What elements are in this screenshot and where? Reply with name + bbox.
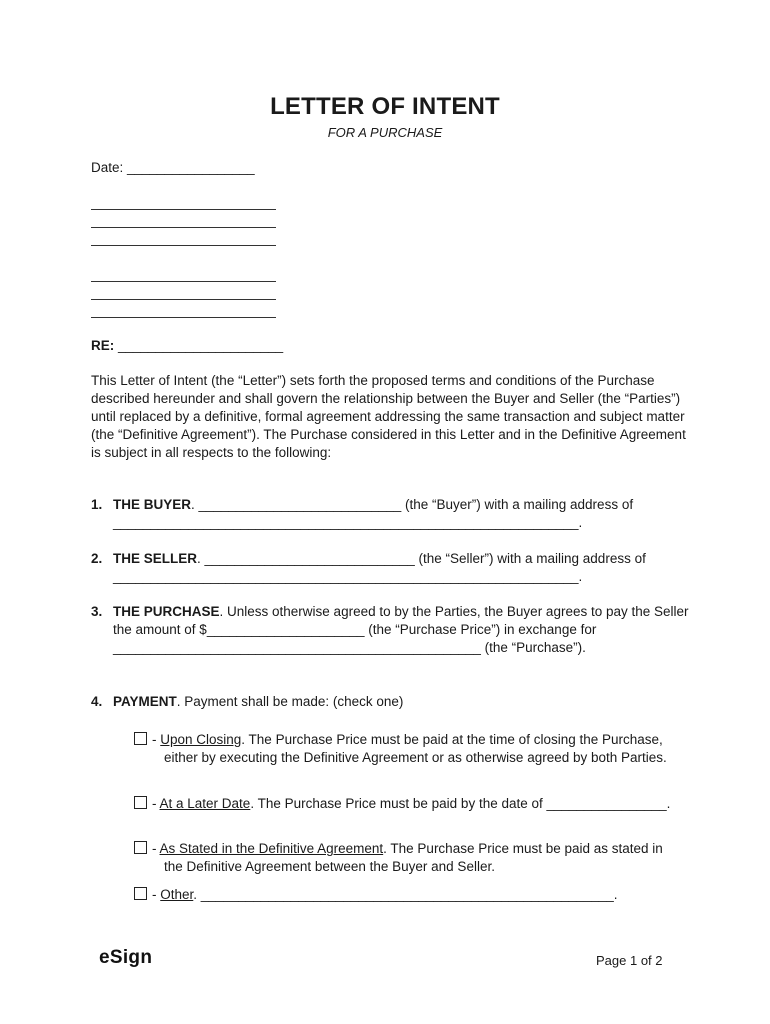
item-heading: THE SELLER: [113, 551, 198, 566]
option-dash: -: [152, 841, 160, 856]
page-number: Page 1 of 2: [596, 953, 663, 968]
date-field[interactable]: Date: _________________: [91, 160, 255, 175]
address-line[interactable]: [91, 209, 276, 210]
address-line[interactable]: [91, 281, 276, 282]
other-checkbox[interactable]: [134, 887, 147, 900]
address-line[interactable]: [91, 245, 276, 246]
address-line[interactable]: [91, 317, 276, 318]
address-line[interactable]: [91, 227, 276, 228]
later-date-checkbox[interactable]: [134, 796, 147, 809]
re-label: RE:: [91, 338, 115, 353]
upon-closing-checkbox[interactable]: [134, 732, 147, 745]
intro-paragraph: This Letter of Intent (the “Letter”) sets forth the proposed terms and conditions of the Purchase described hereunder and shall govern the relationship between the Buyer and Seller (the “Parties”) until replaced by a definitive, formal agreement addressing the same transaction and subject matter (the “Definitive Agreement”). The Purchase considered in this Letter and in the Definitive Agreement is subject in all respects to the following:: [91, 373, 686, 460]
document-title: LETTER OF INTENT: [270, 93, 500, 120]
item-buyer: [91, 496, 691, 532]
document-subtitle: FOR A PURCHASE: [327, 125, 443, 140]
payment-option-later-date: [134, 795, 674, 813]
re-field[interactable]: [91, 338, 283, 353]
item-seller: [91, 550, 691, 586]
item-heading: THE BUYER: [113, 497, 192, 512]
re-blank[interactable]: ______________________: [114, 338, 284, 353]
option-dash: -: [152, 796, 160, 811]
definitive-agreement-checkbox[interactable]: [134, 841, 147, 854]
option-label: Upon Closing: [160, 732, 242, 747]
esign-logo: eSign: [99, 947, 153, 968]
item-heading: PAYMENT: [113, 694, 177, 709]
option-label: At a Later Date: [159, 796, 251, 811]
item-text: . Payment shall be made: (check one): [176, 694, 404, 709]
item-number: 1.: [91, 497, 103, 512]
item-number: 3.: [91, 604, 103, 619]
payment-option-definitive-agreement: [134, 840, 674, 876]
item-payment: [91, 693, 691, 711]
item-number: 2.: [91, 551, 103, 566]
item-text[interactable]: . Unless otherwise agreed to by the Parties, the Buyer agrees to pay the Seller the amount of $_____________________ (the “Purchase Price”) in exchange for _________________________________________________ (the “Purchase”).: [113, 604, 689, 655]
option-text[interactable]: . The Purchase Price must be paid by the date of ________________.: [250, 796, 671, 811]
address-line[interactable]: [91, 299, 276, 300]
payment-option-upon-closing: [134, 731, 674, 767]
option-dash: -: [152, 887, 161, 902]
item-heading: THE PURCHASE: [113, 604, 220, 619]
item-text[interactable]: . ____________________________ (the “Seller”) with a mailing address of ______________________________________________________________.: [113, 551, 646, 584]
option-text: . The Purchase Price must be paid at the time of closing the Purchase, either by executing the Definitive Agreement or as otherwise agreed by both Parties.: [164, 732, 667, 765]
option-label: Other: [160, 887, 194, 902]
option-label: As Stated in the Definitive Agreement: [159, 841, 384, 856]
option-dash: -: [152, 732, 161, 747]
option-text[interactable]: . _______________________________________________________.: [193, 887, 618, 902]
item-purchase: [91, 603, 691, 657]
item-number: 4.: [91, 694, 103, 709]
item-text[interactable]: . ___________________________ (the “Buyer”) with a mailing address of ______________________________________________________________.: [113, 497, 634, 530]
option-text: . The Purchase Price must be paid as stated in the Definitive Agreement between the Buyer and Seller.: [164, 841, 663, 874]
payment-option-other: [134, 886, 674, 904]
